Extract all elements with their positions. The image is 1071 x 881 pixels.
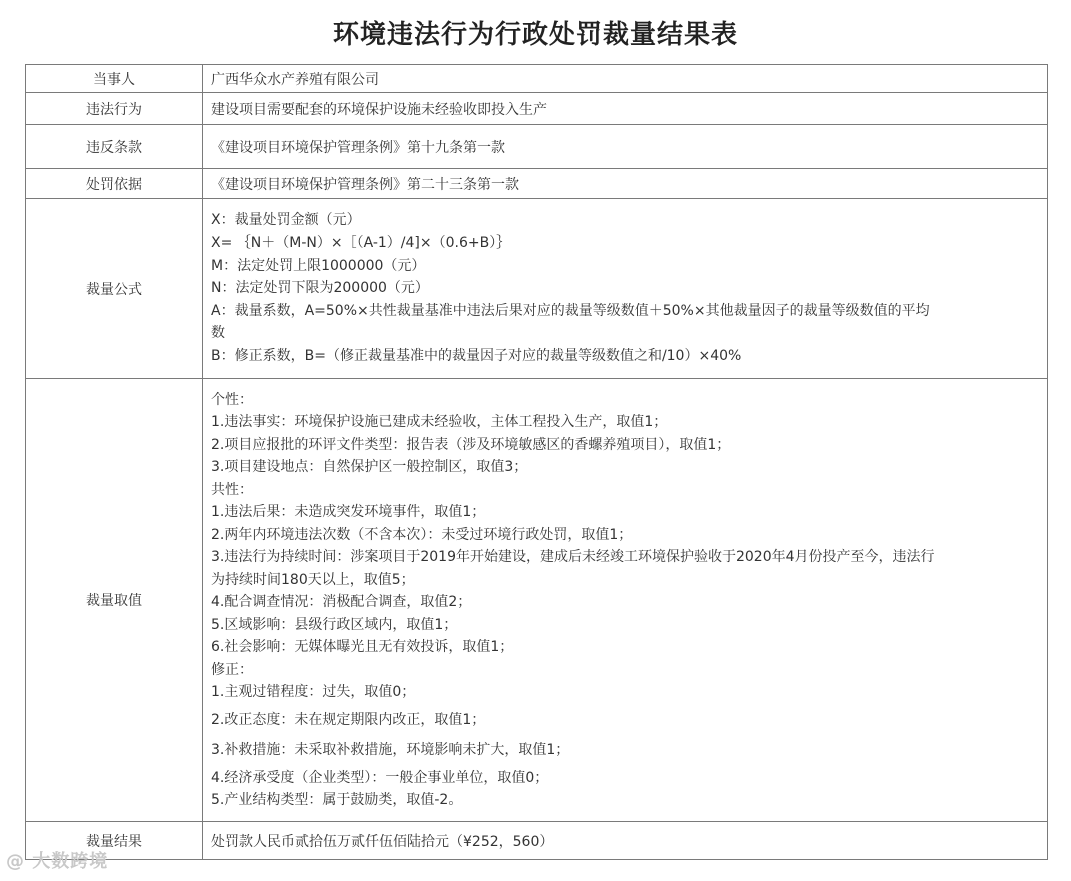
row-value: 处罚款人民币贰拾伍万贰仟伍佰陆拾元（¥252，560） bbox=[203, 822, 1048, 860]
page-title: 环境违法行为行政处罚裁量结果表 bbox=[332, 20, 738, 50]
row-basis bbox=[26, 169, 1048, 199]
row-label: 违反条款 bbox=[26, 125, 203, 169]
values-line: 4.经济承受度（企业类型）：一般企事业单位，取值0； bbox=[211, 769, 549, 786]
values-line: 1.违法事实：环境保护设施已建成未经验收，主体工程投入生产，取值1； bbox=[211, 414, 668, 430]
values-line: 3.项目建设地点：自然保护区一般控制区，取值3； bbox=[211, 459, 528, 475]
values-line: 6.社会影响：无媒体曝光且无有效投诉，取值1； bbox=[211, 639, 514, 655]
formula-line: X= ｛N＋（M-N）×［（A-1）/4]×（0.6+B）｝ bbox=[211, 235, 511, 252]
row-party bbox=[26, 65, 1048, 93]
row-clause bbox=[26, 125, 1048, 169]
values-line: 4.配合调查情况：消极配合调查，取值2； bbox=[211, 594, 472, 610]
values-line: 共性： bbox=[211, 481, 253, 498]
formula-line: A：裁量系数，A=50%×共性裁量基准中违法后果对应的裁量等级数值＋50%×其他裁量因子的裁量等级数值的平均 bbox=[211, 302, 930, 319]
row-value: 《建设项目环境保护管理条例》第十九条第一款 bbox=[203, 125, 1048, 169]
row-label: 违法行为 bbox=[26, 93, 203, 125]
values-line: 个性： bbox=[211, 391, 253, 408]
values-line: 3.补救措施：未采取补救措施，环境影响未扩大，取值1； bbox=[211, 742, 570, 758]
row-formula bbox=[26, 199, 1048, 379]
row-label: 当事人 bbox=[26, 65, 203, 93]
row-value: 广西华众水产养殖有限公司 bbox=[203, 65, 1048, 93]
values-line: 5.产业结构类型：属于鼓励类，取值-2。 bbox=[211, 792, 463, 808]
values-line: 为持续时间180天以上，取值5； bbox=[211, 571, 415, 588]
row-values bbox=[26, 379, 1048, 822]
values-line: 1.违法后果：未造成突发环境事件，取值1； bbox=[211, 504, 486, 520]
values-line: 修正： bbox=[211, 661, 253, 678]
values-line: 1.主观过错程度：过失，取值0； bbox=[211, 684, 416, 700]
row-label: 裁量结果 bbox=[26, 822, 203, 860]
values-cell bbox=[203, 379, 1048, 822]
formula-cell bbox=[203, 199, 1048, 379]
row-value: 建设项目需要配套的环境保护设施未经验收即投入生产 bbox=[203, 93, 1048, 125]
formula-line: X：裁量处罚金额（元） bbox=[211, 212, 361, 229]
row-act bbox=[26, 93, 1048, 125]
row-value: 《建设项目环境保护管理条例》第二十三条第一款 bbox=[203, 169, 1048, 199]
penalty-table bbox=[25, 64, 1048, 860]
formula-line: 数 bbox=[211, 325, 225, 342]
row-result bbox=[26, 822, 1048, 860]
values-line: 2.两年内环境违法次数（不含本次）：未受过环境行政处罚，取值1； bbox=[211, 526, 633, 543]
formula-line: M：法定处罚上限1000000（元） bbox=[211, 257, 426, 274]
row-label: 裁量公式 bbox=[26, 199, 203, 379]
values-line: 5.区域影响：县级行政区域内，取值1； bbox=[211, 616, 458, 633]
values-line: 2.改正态度：未在规定期限内改正，取值1； bbox=[211, 711, 486, 728]
formula-line: N：法定处罚下限为200000（元） bbox=[211, 280, 429, 297]
watermark: @ 大数跨境 bbox=[6, 851, 109, 872]
formula-line: B：修正系数，B=（修正裁量基准中的裁量因子对应的裁量等级数值之和/10）×40% bbox=[211, 347, 742, 364]
values-line: 2.项目应报批的环评文件类型：报告表（涉及环境敏感区的香螺养殖项目），取值1； bbox=[211, 436, 731, 453]
row-label: 裁量取值 bbox=[26, 379, 203, 822]
row-label: 处罚依据 bbox=[26, 169, 203, 199]
values-line: 3.违法行为持续时间：涉案项目于2019年开始建设，建成后未经竣工环境保护验收于2020年4月份投产至今，违法行 bbox=[211, 549, 935, 565]
